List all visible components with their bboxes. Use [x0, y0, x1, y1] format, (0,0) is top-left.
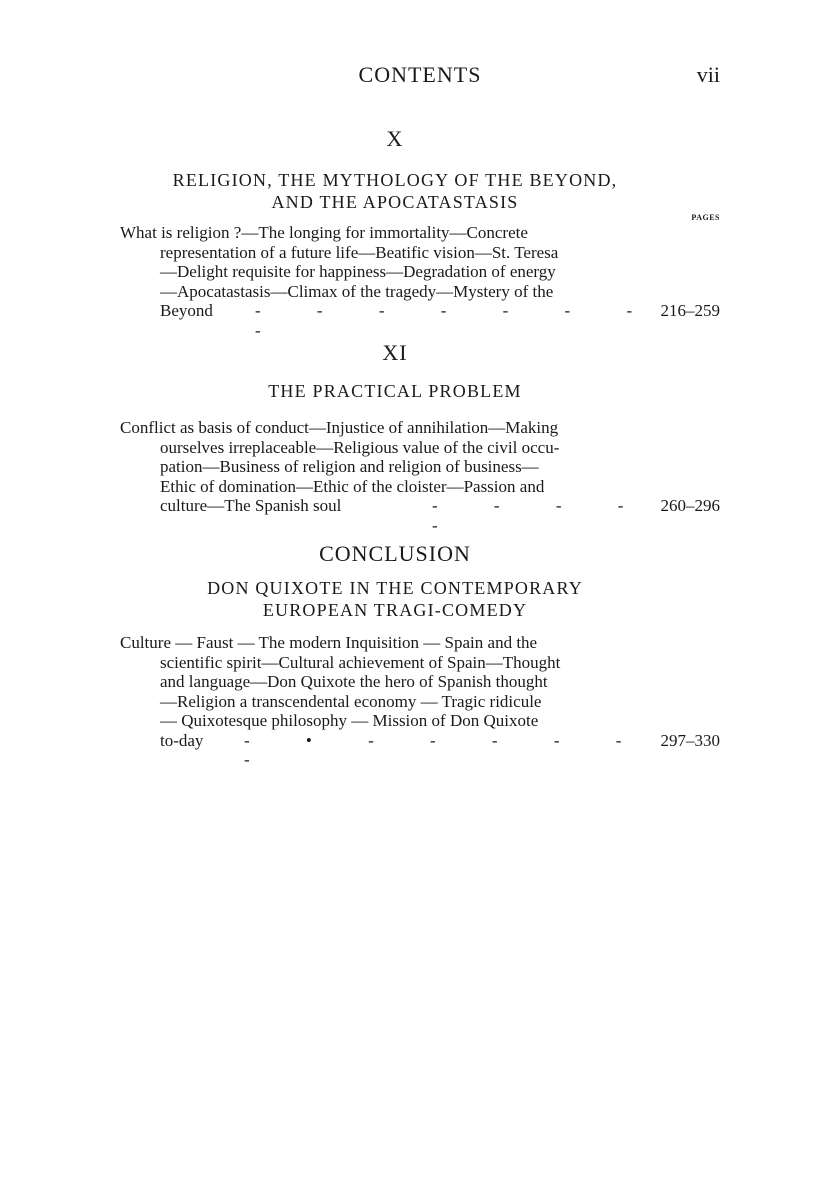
- chapter-conclusion: [120, 541, 720, 769]
- page-range: 216–259: [660, 301, 720, 320]
- summary-line: Beyond: [160, 301, 213, 320]
- summary-line: Conflict as basis of conduct—Injustice of annihilation—Making: [120, 418, 559, 437]
- summary-line: to-day: [160, 730, 204, 750]
- chapter-number: CONCLUSION: [319, 541, 471, 566]
- pages-label: PAGES: [691, 213, 720, 222]
- summary-line: pation—Business of religion and religion of business—: [160, 457, 539, 476]
- chapter-summary: [120, 223, 720, 340]
- page-range: 260–296: [660, 496, 720, 515]
- summary-line: representation of a future life—Beatific vision—St. Teresa: [160, 242, 559, 262]
- summary-line: and language—Don Quixote the hero of Spanish thought: [160, 672, 548, 691]
- summary-line: scientific spirit—Cultural achievement of Spain—Thought: [160, 652, 561, 672]
- dot-leaders: - - - - -: [432, 496, 650, 535]
- chapter-title-line: DON QUIXOTE IN THE CONTEMPORARY: [207, 578, 583, 598]
- summary-line: Culture — Faust — The modern Inquisition — Spain and the: [120, 633, 538, 652]
- dot-leaders: - - - - - - - -: [255, 301, 659, 340]
- summary-line: —Apocatastasis—Climax of the tragedy—Mystery of the: [160, 281, 554, 301]
- chapter-title-line: AND THE APOCATASTASIS: [271, 192, 519, 212]
- running-head: [120, 62, 720, 92]
- summary-line: culture—The Spanish soul: [160, 496, 342, 515]
- chapter-x: [120, 126, 720, 340]
- page-number: vii: [696, 62, 720, 87]
- chapter-title-line: EUROPEAN TRAGI-COMEDY: [262, 600, 528, 620]
- dot-leaders: - • - - - - - -: [244, 730, 648, 769]
- summary-line: ourselves irreplaceable—Religious value of the civil occu-: [160, 437, 560, 457]
- chapter-title-line: RELIGION, THE MYTHOLOGY OF THE BEYOND,: [172, 170, 618, 190]
- running-head-title: CONTENTS: [358, 62, 482, 87]
- chapter-xi: [120, 340, 720, 535]
- summary-line: Ethic of domination—Ethic of the cloister—Passion and: [160, 476, 545, 496]
- chapter-number: X: [386, 126, 404, 151]
- page-range: 297–330: [660, 730, 720, 750]
- summary-line: —Delight requisite for happiness—Degradation of energy: [160, 262, 556, 281]
- chapter-title-line: THE PRACTICAL PROBLEM: [268, 381, 522, 401]
- summary-line: —Religion a transcendental economy — Tragic ridicule: [160, 691, 542, 711]
- summary-line: What is religion ?—The longing for immortality—Concrete: [120, 223, 528, 242]
- summary-line: — Quixotesque philosophy — Mission of Don Quixote: [160, 711, 539, 730]
- chapter-number: XI: [382, 340, 408, 365]
- chapter-summary: [120, 633, 720, 769]
- chapter-summary: [120, 418, 720, 535]
